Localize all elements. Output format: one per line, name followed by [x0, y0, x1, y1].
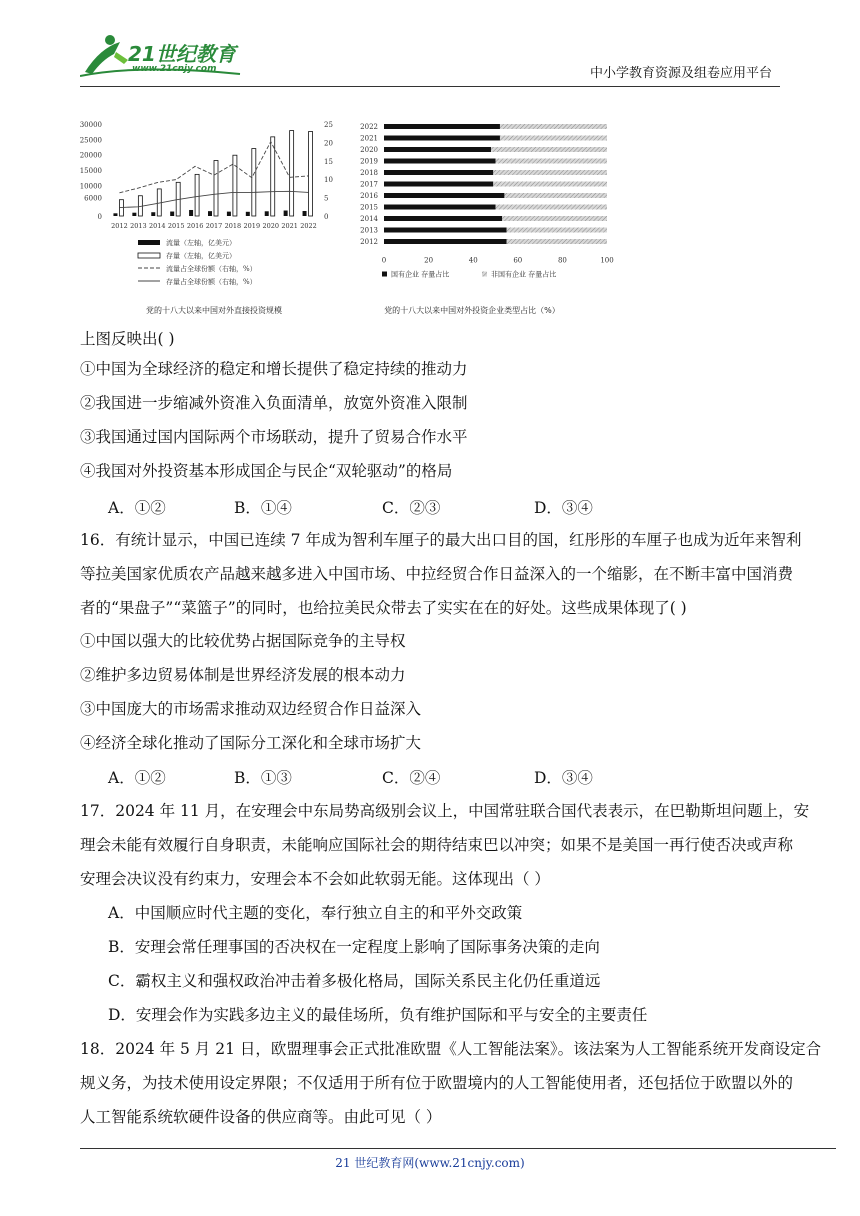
- soe-bar: [384, 216, 502, 221]
- x-tick-label: 2014: [148, 222, 166, 230]
- soe-bar: [384, 147, 491, 152]
- header-divider: [80, 86, 780, 87]
- legend-label: 流量占全球份额（右轴，%）: [166, 265, 257, 273]
- q17-option-c[interactable]: C．霸权主义和强权政治冲击着多极化格局，国际关系民主化仍任重道远: [108, 972, 601, 990]
- y-tick-label: 2017: [360, 180, 378, 189]
- q15-item: ④我国对外投资基本形成国企与民企“双轮驱动”的格局: [80, 462, 453, 480]
- x-tick-label: 80: [557, 256, 567, 265]
- q16-item: ③中国庞大的市场需求推动双边经贸合作日益深入: [80, 700, 422, 718]
- stock-bar: [214, 161, 218, 216]
- y-tick-label-left: 6000: [84, 194, 102, 203]
- legend-label: 存量（左轴，亿美元）: [166, 252, 236, 260]
- legend-label: 流量（左轴，亿美元）: [166, 239, 236, 247]
- soe-bar: [384, 170, 493, 175]
- option-d[interactable]: D．③④: [534, 499, 593, 517]
- stock-bar: [271, 137, 275, 216]
- non-soe-bar: [493, 182, 607, 187]
- x-tick-label: 40: [468, 256, 478, 265]
- q16-item: ②维护多边贸易体制是世界经济发展的根本动力: [80, 666, 406, 684]
- option-c[interactable]: C．②③: [382, 499, 441, 517]
- y-tick-label: 2019: [360, 157, 378, 166]
- y-tick-label: 2012: [360, 238, 378, 246]
- y-tick-label: 2020: [360, 146, 378, 154]
- option-a[interactable]: A．①②: [108, 499, 166, 517]
- x-tick-label: 2019: [243, 222, 261, 230]
- legend-swatch-stock: [138, 253, 160, 258]
- x-tick-label: 2013: [130, 222, 147, 230]
- legend-label: 国有企业 存量占比: [391, 270, 450, 279]
- q17-option-d[interactable]: D．安理会作为实践多边主义的最佳场所，负有维护国际和平与安全的主要责任: [108, 1006, 648, 1024]
- flow-bar: [265, 211, 269, 216]
- q17-line: 安理会决议没有约束力，安理会本不会如此软弱无能。这体现出（ ）: [80, 870, 550, 888]
- stock-bar: [290, 131, 294, 216]
- y-tick-label-left: 0: [97, 213, 102, 221]
- footer-divider: [80, 1148, 836, 1149]
- q15-stem: 上图反映出( ): [80, 330, 175, 348]
- y-tick-label-left: 25000: [80, 136, 102, 145]
- legend-label: 存量占全球份额（右轴，%）: [166, 278, 257, 286]
- chart-title: 党的十八大以来中国对外直接投资规模: [146, 306, 282, 315]
- non-soe-bar: [496, 205, 608, 210]
- y-tick-label-left: 10000: [80, 182, 102, 191]
- q15-item: ②我国进一步缩减外资准入负面清单，放宽外资准入限制: [80, 394, 468, 412]
- y-tick-label: 2018: [360, 169, 378, 177]
- flow-bar: [189, 210, 193, 216]
- y-tick-label-left: 20000: [80, 151, 102, 160]
- flow-bar: [284, 211, 288, 216]
- non-soe-bar: [504, 193, 607, 198]
- stock-bar: [252, 149, 256, 216]
- x-tick-label: 2021: [281, 222, 298, 230]
- y-tick-label: 2021: [360, 134, 378, 143]
- enterprise-type-chart: [352, 110, 627, 320]
- logo-text: 21世纪教育: [128, 42, 236, 66]
- fdi-scale-chart: [80, 110, 350, 320]
- y-tick-label-right: 20: [324, 139, 333, 148]
- soe-bar: [384, 205, 496, 210]
- y-tick-label-right: 15: [324, 157, 333, 166]
- q17-line: 理会未能有效履行自身职责，未能响应国际社会的期待结束巴以冲突；如果不是美国一再行使否决或声称: [80, 836, 794, 854]
- y-tick-label-right: 10: [324, 176, 333, 185]
- q16-line: 等拉美国家优质农产品越来越多进入中国市场、中拉经贸合作日益深入的一个缩影，在不断丰富中国消费: [80, 565, 794, 583]
- q17-option-b[interactable]: B．安理会常任理事国的否决权在一定程度上影响了国际事务决策的走向: [108, 938, 600, 956]
- non-soe-bar: [507, 228, 607, 233]
- soe-bar: [384, 159, 496, 164]
- q15-item: ①中国为全球经济的稳定和增长提供了稳定持续的推动力: [80, 360, 468, 378]
- x-tick-label: 2016: [186, 222, 204, 230]
- y-tick-label: 2016: [360, 192, 378, 200]
- option-d[interactable]: D．③④: [534, 769, 593, 787]
- y-tick-label: 2014: [360, 215, 378, 223]
- x-tick-label: 2012: [111, 222, 128, 230]
- legend-swatch-soe: [382, 272, 387, 277]
- flow-bar: [208, 211, 212, 216]
- x-tick-label: 2020: [262, 222, 280, 230]
- x-tick-label: 2015: [167, 222, 185, 230]
- logo-url: www.21cnjy.com: [132, 64, 217, 74]
- platform-title: 中小学教育资源及组卷应用平台: [589, 66, 772, 81]
- flow-bar: [151, 212, 155, 216]
- y-tick-label-right: 5: [324, 194, 329, 203]
- soe-bar: [384, 239, 507, 244]
- soe-bar: [384, 182, 493, 187]
- option-a[interactable]: A．①②: [108, 769, 166, 787]
- q16-line: 16．有统计显示，中国已连续 7 年成为智利车厘子的最大出口目的国，红彤彤的车厘子也成为近年来智利: [80, 531, 802, 549]
- soe-bar: [384, 124, 500, 129]
- legend-swatch-non-soe: [482, 272, 487, 277]
- flow-bar: [246, 212, 250, 216]
- q18-line: 18．2024 年 5 月 21 日，欧盟理事会正式批准欧盟《人工智能法案》。该法案为人工智能系统开发商设定合: [80, 1040, 822, 1058]
- non-soe-bar: [493, 170, 607, 175]
- q18-line: 人工智能系统软硬件设备的供应商等。由此可见（ ）: [80, 1108, 442, 1126]
- y-tick-label: 2013: [360, 226, 378, 235]
- x-tick-label: 2022: [300, 222, 317, 230]
- stock-bar: [309, 132, 313, 216]
- x-tick-label: 0: [381, 256, 387, 265]
- y-tick-label: 2015: [360, 203, 378, 212]
- legend-swatch-flow: [138, 240, 160, 245]
- stock-bar: [195, 174, 199, 216]
- site-logo: [80, 30, 250, 80]
- q16-item: ④经济全球化推动了国际分工深化和全球市场扩大: [80, 734, 422, 752]
- x-tick-label: 60: [513, 256, 523, 265]
- legend-label: 非国有企业 存量占比: [491, 270, 557, 279]
- option-b[interactable]: B．①③: [234, 769, 292, 787]
- non-soe-bar: [502, 216, 607, 221]
- y-tick-label-left: 15000: [80, 167, 102, 175]
- y-tick-label-left: 30000: [80, 121, 102, 129]
- q16-line: 者的“果盘子”“菜篮子”的同时，也给拉美民众带去了实实在在的好处。这些成果体现了( ): [80, 599, 687, 617]
- flow-bar: [170, 212, 174, 216]
- flow-bar: [132, 213, 136, 216]
- q16-item: ①中国以强大的比较优势占据国际竞争的主导权: [80, 632, 406, 650]
- chart-title: 党的十八大以来中国对外投资企业类型占比（%）: [384, 306, 560, 315]
- q17-line: 17．2024 年 11 月，在安理会中东局势高级别会议上，中国常驻联合国代表表示，在巴勒斯坦问题上，安: [80, 802, 810, 820]
- x-tick-label: 2017: [205, 222, 223, 230]
- y-tick-label-right: 0: [324, 213, 329, 221]
- flow-bar: [113, 213, 117, 216]
- soe-bar: [384, 193, 504, 198]
- option-c[interactable]: C．②④: [382, 769, 441, 787]
- q18-line: 规义务，为技术使用设定界限；不仅适用于所有位于欧盟境内的人工智能使用者，还包括位于欧盟以外的: [80, 1074, 794, 1092]
- x-tick-label: 100: [600, 256, 614, 265]
- y-tick-label: 2022: [360, 123, 378, 131]
- x-tick-label: 20: [424, 256, 434, 265]
- y-tick-label-right: 25: [324, 121, 333, 129]
- flow-bar: [303, 211, 307, 216]
- footer-text: 21 世纪教育网(www.21cnjy.com): [335, 1156, 525, 1170]
- non-soe-bar: [500, 136, 607, 141]
- soe-bar: [384, 228, 507, 233]
- non-soe-bar: [507, 239, 607, 244]
- non-soe-bar: [491, 147, 607, 152]
- stock-bar: [233, 155, 237, 216]
- q15-item: ③我国通过国内国际两个市场联动，提升了贸易合作水平: [80, 428, 468, 446]
- flow-bar: [227, 212, 231, 216]
- option-b[interactable]: B．①④: [234, 499, 292, 517]
- q17-option-a[interactable]: A．中国顺应时代主题的变化，奉行独立自主的和平外交政策: [108, 904, 523, 922]
- x-tick-label: 2018: [224, 222, 242, 230]
- non-soe-bar: [500, 124, 607, 129]
- soe-bar: [384, 136, 500, 141]
- non-soe-bar: [496, 159, 608, 164]
